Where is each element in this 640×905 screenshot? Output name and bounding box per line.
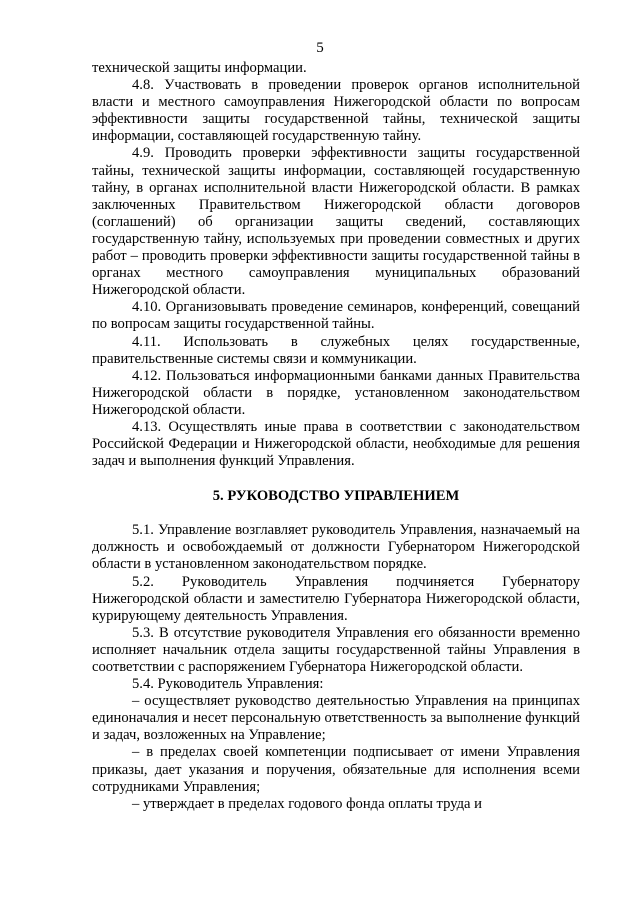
section-heading: 5. РУКОВОДСТВО УПРАВЛЕНИЕМ [212,488,460,505]
list-item: – осуществляет руководство деятельностью Управления на принципах единоначалия и несет персональную ответственность за выполнение функций и задач, возложенных на Управление; [92,693,580,744]
list-item: – в пределах своей компетенции подписывает от имени Управления приказы, дает указания и поручения, обязательные для исполнения всеми сотрудниками Управления; [92,744,580,795]
page-number: 5 [316,40,324,56]
paragraph-continuation: технической защиты информации. [92,60,307,76]
paragraph-4-8: 4.8. Участвовать в проведении проверок органов исполнительной власти и местного самоуправления Нижегородской области по вопросам эффективности защиты государственной тайны, технической защиты информации, составляющей государственную тайну. [92,77,580,145]
paragraph-5-1: 5.1. Управление возглавляет руководитель Управления, назначаемый на должность и освобождаемый от должности Губернатором Нижегородской области в установленном законодательством порядке. [92,522,580,573]
paragraph-5-4: 5.4. Руководитель Управления: [132,676,324,693]
list-item: – утверждает в пределах годового фонда оплаты труда и [132,795,482,812]
document-body [92,60,580,813]
paragraph-4-13: 4.13. Осуществлять иные права в соответствии с законодательством Российской Федерации и Нижегородской области, необходимые для решения задач и выполнения функций Управления. [92,418,580,470]
paragraph-4-9: 4.9. Проводить проверки эффективности защиты государственной тайны, технической защиты информации, составляющей государственную тайну, в органах исполнительной власти Нижегородской области. В рамках заключенных Правительством Нижегородской области договоров (соглашений) об организации защиты сведений, составляющих государственную тайну, используемых при проведении совместных и других работ – проводить проверки эффективности защиты государственной тайны в органах местного самоуправления муниципальных образований Нижегородской области. [92,145,580,299]
paragraph-5-2: 5.2. Руководитель Управления подчиняется Губернатору Нижегородской области и заместителю Губернатора Нижегородской области, курирующему деятельность Управления. [92,573,580,624]
paragraph-4-10: 4.10. Организовывать проведение семинаров, конференций, совещаний по вопросам защиты государственной тайны. [92,299,580,333]
paragraph-5-3: 5.3. В отсутствие руководителя Управления его обязанности временно исполняет начальник отдела защиты государственной тайны Управления в соответствии с распоряжением Губернатора Нижегородской области. [92,624,580,675]
paragraph-4-11: 4.11. Использовать в служебных целях государственные, правительственные системы связи и коммуникации. [92,333,580,367]
paragraph-4-12: 4.12. Пользоваться информационными банками данных Правительства Нижегородской области в порядке, установленном законодательством Нижегородской области. [92,367,580,418]
